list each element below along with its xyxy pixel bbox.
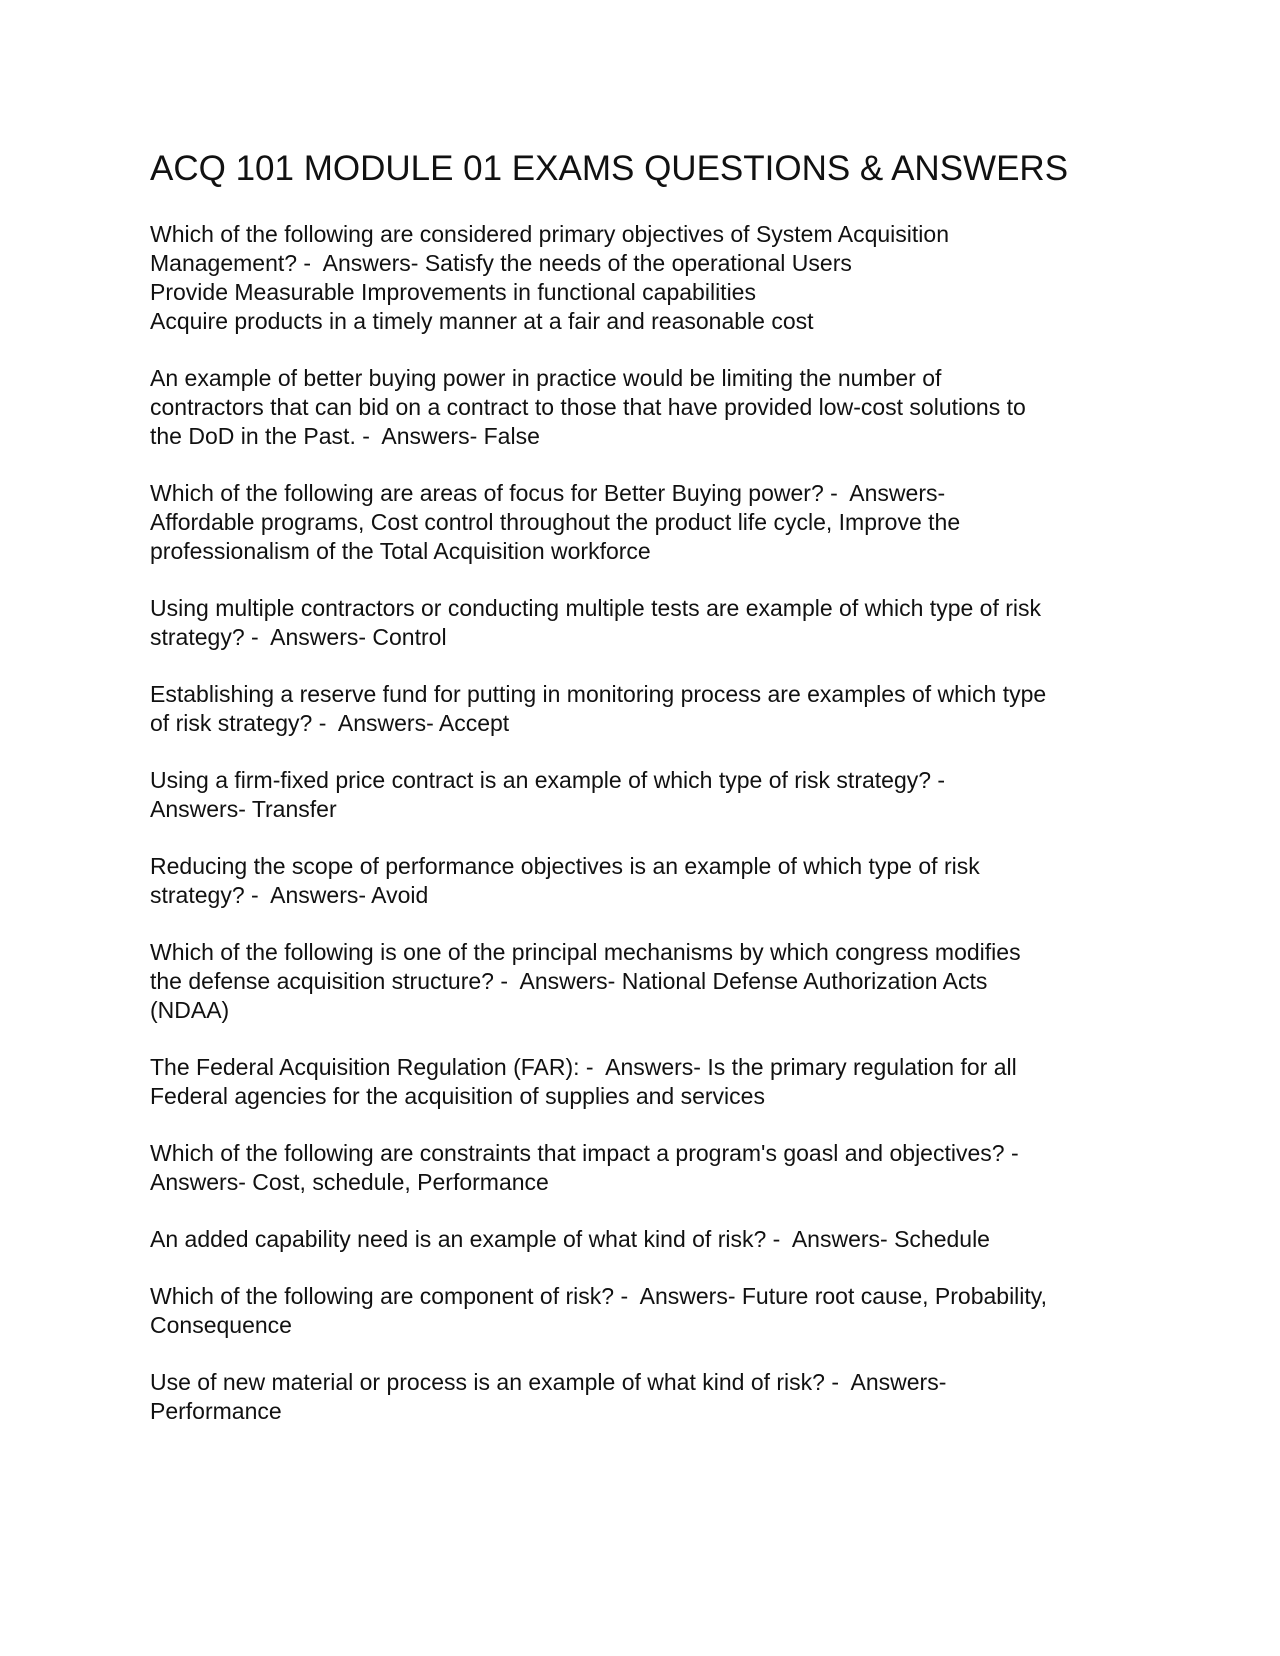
qa-item xyxy=(150,766,1130,824)
qa-line: Establishing a reserve fund for putting in monitoring process are examples of which type xyxy=(150,681,1047,707)
qa-line: Consequence xyxy=(150,1312,292,1338)
qa-item xyxy=(150,479,1130,566)
qa-item xyxy=(150,680,1130,738)
qa-line: Acquire products in a timely manner at a fair and reasonable cost xyxy=(150,308,814,334)
qa-line: of risk strategy? - Answers- Accept xyxy=(150,710,510,736)
qa-line: Management? - Answers- Satisfy the needs of the operational Users xyxy=(150,250,852,276)
qa-line: Reducing the scope of performance objectives is an example of which type of risk xyxy=(150,853,980,879)
qa-line: strategy? - Answers- Control xyxy=(150,624,447,650)
qa-item xyxy=(150,852,1130,910)
qa-item xyxy=(150,1225,1130,1254)
qa-item xyxy=(150,938,1130,1025)
qa-line: Federal agencies for the acquisition of supplies and services xyxy=(150,1083,765,1109)
document-title: ACQ 101 MODULE 01 EXAMS QUESTIONS & ANSWERS xyxy=(150,149,1069,188)
qa-line: Affordable programs, Cost control throughout the product life cycle, Improve the xyxy=(150,509,961,535)
qa-list xyxy=(150,220,1130,1426)
qa-item xyxy=(150,1053,1130,1111)
qa-line: Which of the following are considered primary objectives of System Acquisition xyxy=(150,221,949,247)
qa-line: Which of the following are component of risk? - Answers- Future root cause, Probability, xyxy=(150,1283,1047,1309)
qa-line: The Federal Acquisition Regulation (FAR): - Answers- Is the primary regulation for all xyxy=(150,1054,1017,1080)
qa-item xyxy=(150,594,1130,652)
qa-line: (NDAA) xyxy=(150,997,230,1023)
qa-line: Which of the following are constraints that impact a program's goasl and objectives? - xyxy=(150,1140,1019,1166)
qa-line: professionalism of the Total Acquisition workforce xyxy=(150,538,651,564)
qa-line: Use of new material or process is an example of what kind of risk? - Answers- xyxy=(150,1369,947,1395)
qa-line: Answers- Transfer xyxy=(150,796,337,822)
qa-line: Answers- Cost, schedule, Performance xyxy=(150,1169,549,1195)
qa-line: Which of the following are areas of focus for Better Buying power? - Answers- xyxy=(150,480,946,506)
qa-item xyxy=(150,220,1130,336)
qa-line: An added capability need is an example of what kind of risk? - Answers- Schedule xyxy=(150,1226,990,1252)
qa-item xyxy=(150,1282,1130,1340)
qa-line: Using a firm-fixed price contract is an example of which type of risk strategy? - xyxy=(150,767,946,793)
qa-line: the DoD in the Past. - Answers- False xyxy=(150,423,540,449)
qa-line: Which of the following is one of the principal mechanisms by which congress modifies xyxy=(150,939,1021,965)
qa-line: An example of better buying power in practice would be limiting the number of xyxy=(150,365,942,391)
qa-line: contractors that can bid on a contract to those that have provided low-cost solutions to xyxy=(150,394,1026,420)
qa-line: Provide Measurable Improvements in functional capabilities xyxy=(150,279,756,305)
qa-line: the defense acquisition structure? - Answers- National Defense Authorization Acts xyxy=(150,968,988,994)
qa-line: Performance xyxy=(150,1398,282,1424)
document-page xyxy=(150,148,1130,1454)
qa-item xyxy=(150,1139,1130,1197)
qa-item xyxy=(150,364,1130,451)
qa-line: Using multiple contractors or conducting multiple tests are example of which type of risk xyxy=(150,595,1042,621)
qa-line: strategy? - Answers- Avoid xyxy=(150,882,429,908)
qa-item xyxy=(150,1368,1130,1426)
